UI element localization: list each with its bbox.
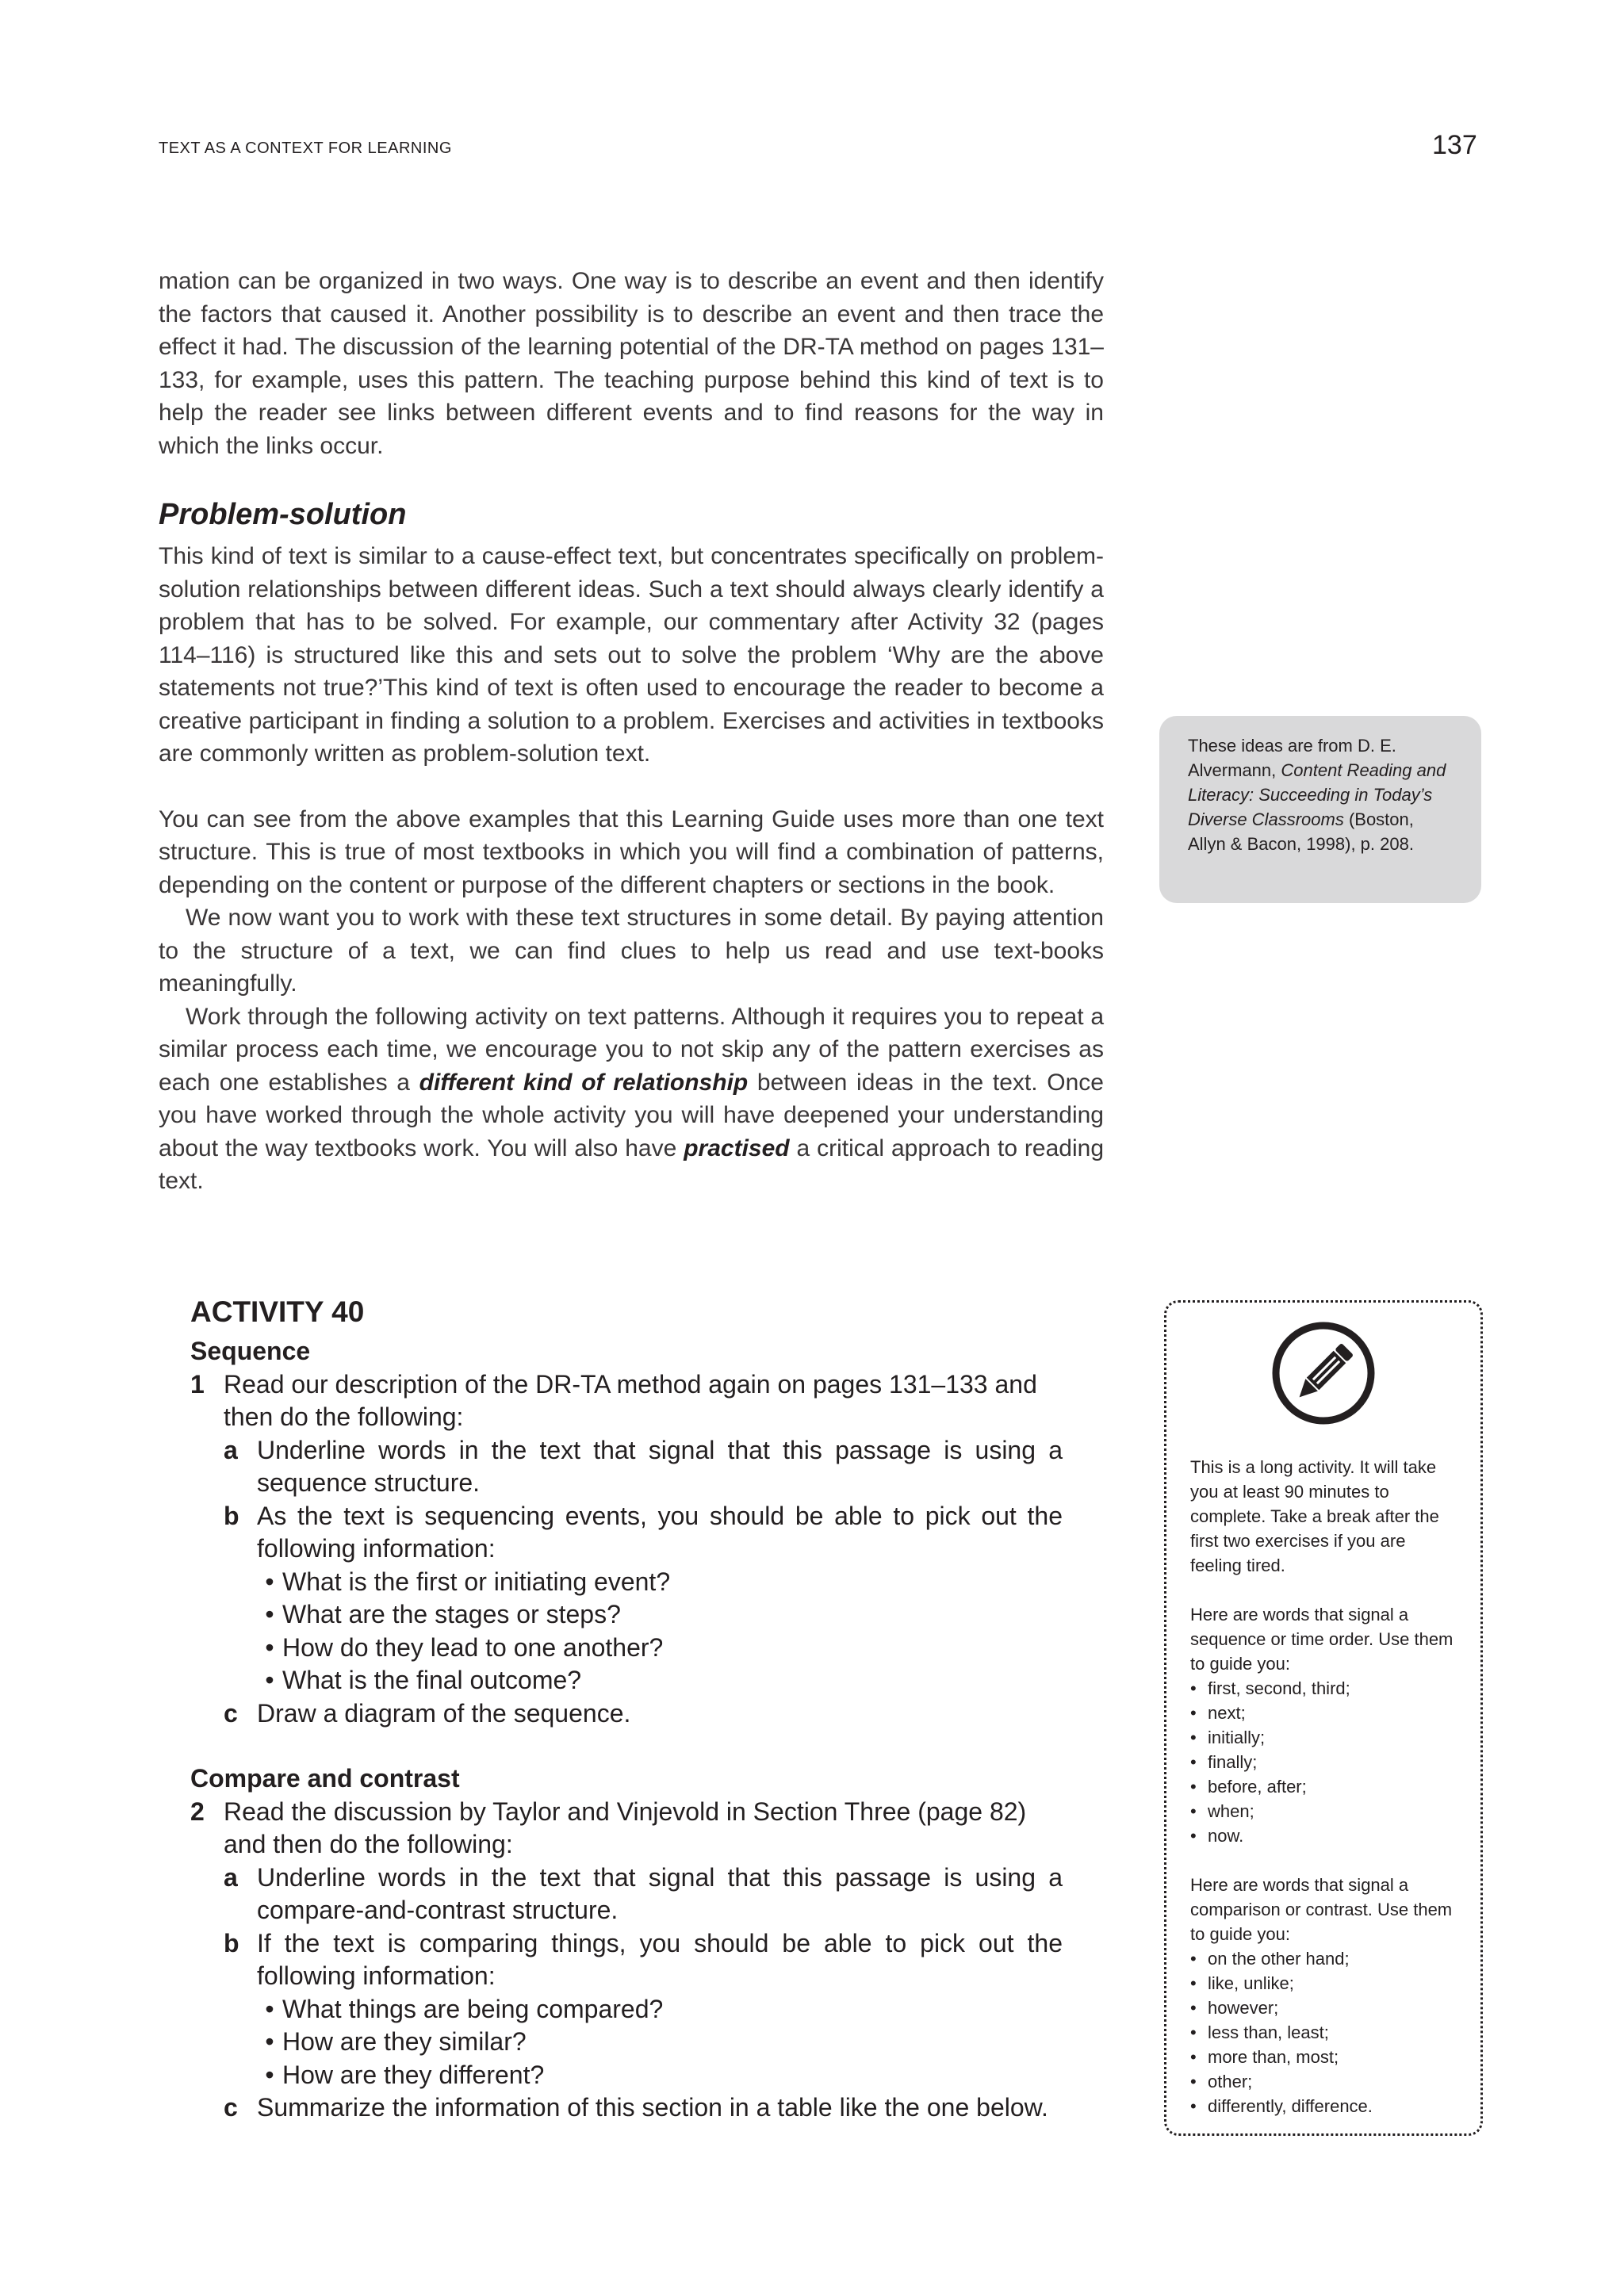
sub-item-b: b If the text is comparing things, you should be able to pick out the following information: • What things are being compared? • How are they similar? • How are they different? xyxy=(224,1927,1063,2092)
reference-title: Content Reading and Literacy: Succeeding in Today’s Diverse Classrooms xyxy=(1188,760,1446,829)
list-item: • What is the final outcome? xyxy=(265,1666,582,1694)
compare-item xyxy=(190,1796,1063,2125)
list-item: • How are they different? xyxy=(265,2060,545,2089)
problem-solution-paragraph: This kind of text is similar to a cause-effect text, but concentrates specifically on problem-solution relationships between different ideas. Such a text should always clearly identify a problem that has to be solved. For example, our commentary after Activity 32 (pages 114–116) is structured like this and sets out to solve the problem ‘Why are the above statements not true?’This kind of text is often used to encourage the reader to become a creative participant in finding a solution to a problem. Exercises and activities in textbooks are commonly written as problem-solution text. xyxy=(159,543,1104,767)
sequence-item xyxy=(190,1368,1063,1731)
list-item: • first, second, third; xyxy=(1190,1678,1350,1698)
list-item: • differently, difference. xyxy=(1190,2096,1373,2116)
list-item: • next; xyxy=(1190,1703,1246,1723)
running-head: TEXT AS A CONTEXT FOR LEARNING xyxy=(159,140,452,157)
main-text-column xyxy=(159,265,1104,1198)
compare-heading: Compare and contrast xyxy=(190,1764,460,1793)
sub-item-c: c Draw a diagram of the sequence. xyxy=(224,1698,631,1728)
activity-margin-box xyxy=(1164,1300,1483,2136)
emphasis-practised: practised xyxy=(684,1135,790,1161)
item-number: 1 xyxy=(190,1369,205,1399)
reference-note: These ideas are from D. E. Alvermann, Content Reading and Literacy: Succeeding in Today’s Diverse Classrooms (Boston, Allyn & Bacon, 1998), p. 208. xyxy=(1159,716,1481,903)
list-item: • How do they lead to one another? xyxy=(265,1632,664,1662)
page-number: 137 xyxy=(1432,130,1477,160)
list-item: • like, unlike; xyxy=(1190,1973,1294,1993)
structure-paragraph: You can see from the above examples that this Learning Guide uses more than one text structure. This is true of most textbooks in which you will find a combination of patterns, depending on the content or purpose of the different chapters or sections in the book. xyxy=(159,806,1104,898)
compare-words-intro: Here are words that signal a comparison or contrast. Use them to guide you: xyxy=(1190,1875,1453,1944)
activity-intro-paragraph: Work through the following activity on text patterns. Although it requires you to repeat a similar process each time, we encourage you to not skip any of the pattern exercises as each one establishes a different kind of relationship between ideas in the text. Once you have worked through the whole activity you will have deepened your understanding about the way textbooks work. You will also have practised a critical approach to reading text. xyxy=(159,1003,1105,1194)
sequence-bullet-list xyxy=(257,1566,1063,1697)
problem-solution-heading: Problem-solution xyxy=(159,498,407,531)
list-item: • more than, most; xyxy=(1190,2047,1339,2067)
item-text: Read the discussion by Taylor and Vinjevold in Section Three (page 82) and then do the following: xyxy=(224,1797,1027,1858)
sub-item-c: c Summarize the information of this section in a table like the one below. xyxy=(224,2093,1048,2122)
sub-item-a: a Underline words in the text that signal that this passage is using a sequence structure. xyxy=(224,1435,1063,1497)
margin-intro: This is a long activity. It will take you at least 90 minutes to complete. Take a break after the first two exercises if you are feeling tired. xyxy=(1190,1457,1439,1575)
list-item: • How are they similar? xyxy=(265,2027,527,2056)
list-item: • before, after; xyxy=(1190,1777,1307,1797)
list-item: • however; xyxy=(1190,1998,1279,2018)
list-item: • What is the first or initiating event? xyxy=(265,1567,671,1596)
emphasis-different-kind: different kind of relationship xyxy=(419,1069,749,1096)
list-item: • on the other hand; xyxy=(1190,1949,1350,1969)
list-item: • now. xyxy=(1190,1826,1244,1846)
activity-title: ACTIVITY 40 xyxy=(190,1295,365,1328)
compare-bullet-list xyxy=(257,1993,1063,2092)
sequence-words-intro: Here are words that signal a sequence or time order. Use them to guide you: xyxy=(1190,1605,1454,1674)
compare-words-list xyxy=(1190,1946,1458,2118)
list-item: • What things are being compared? xyxy=(265,1994,664,2023)
pencil-icon xyxy=(1270,1320,1377,1426)
list-item: • What are the stages or steps? xyxy=(265,1600,621,1628)
item-number: 2 xyxy=(190,1797,205,1826)
sub-item-a: a Underline words in the text that signal that this passage is using a compare-and-contrast structure. xyxy=(224,1862,1063,1924)
list-item: • other; xyxy=(1190,2072,1253,2091)
sequence-words-list xyxy=(1190,1676,1458,1848)
sequence-heading: Sequence xyxy=(190,1337,311,1365)
item-text: Read our description of the DR-TA method again on pages 131–133 and then do the following: xyxy=(224,1369,1037,1431)
list-item: • less than, least; xyxy=(1190,2022,1329,2042)
intro-paragraph: mation can be organized in two ways. One way is to describe an event and then identify the factors that caused it. Another possibility is to describe an event and then trace the effect it had. The discussion of the learning potential of the DR-TA method on pages 131–133, for example, uses this pattern. The teaching purpose behind this kind of text is to help the reader see links between different events and to find reasons for the way in which the links occur. xyxy=(159,268,1104,459)
list-item: • finally; xyxy=(1190,1752,1258,1772)
list-item: • initially; xyxy=(1190,1728,1266,1747)
work-paragraph: We now want you to work with these text structures in some detail. By paying attention to the structure of a text, we can find clues to help us read and use text-books meaningfully. xyxy=(159,905,1104,997)
list-item: • when; xyxy=(1190,1801,1254,1821)
sub-item-b: b As the text is sequencing events, you should be able to pick out the following information: • What is the first or initiating event? • What are the stages or steps? • How do they lead to one another? • What is the final outcome? xyxy=(224,1500,1063,1697)
activity-40 xyxy=(190,1294,1063,2125)
